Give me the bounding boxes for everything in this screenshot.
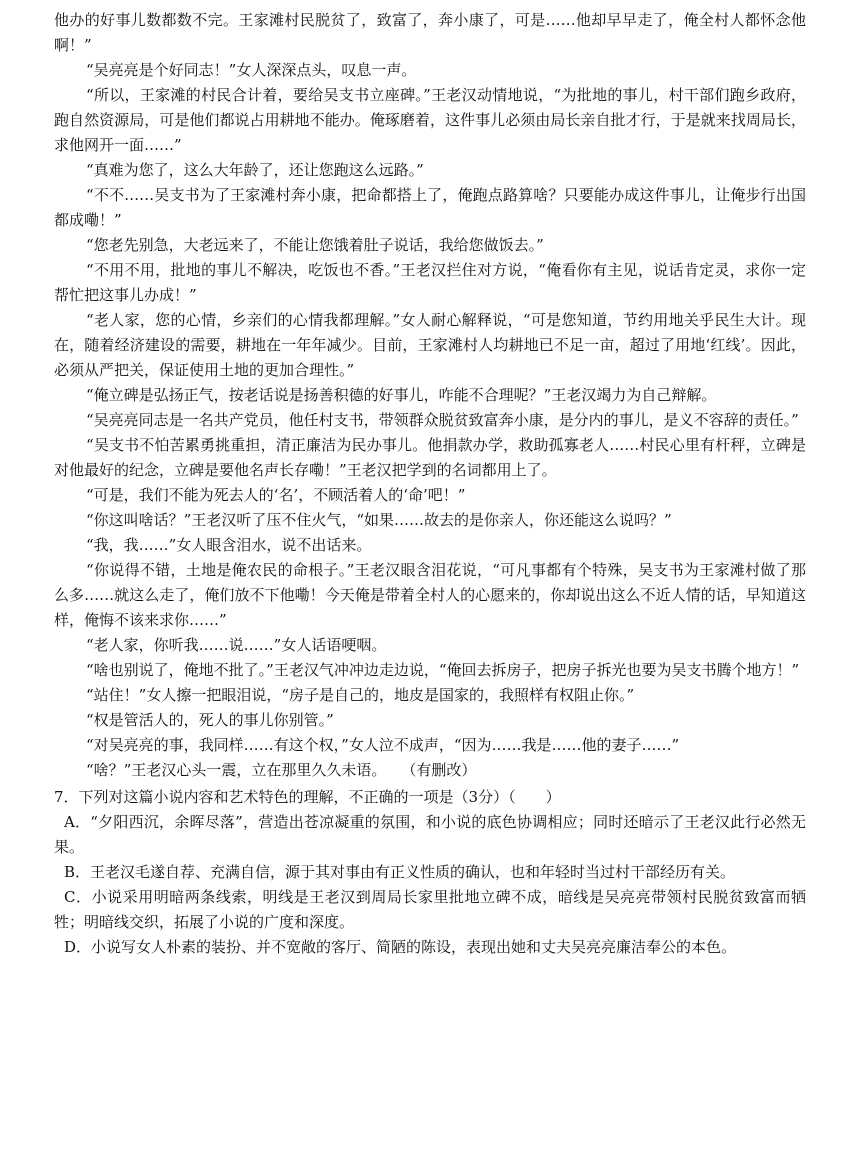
paragraph: “我，我……”女人眼含泪水，说不出话来。 [86,536,372,554]
paragraph: “所以，王家滩的村民合计着，要给吴支书立座碑。”王老汉动情地说，“为批地的事儿，村干部们跑乡政府，跑自然资源局，可是他们都说占用耕地不能办。俺琢磨着，这件事儿必须由局长亲自批才行，于是就来找周局长，求他网开一面……” [54,86,806,154]
paragraph: “老人家，您的心情，乡亲们的心情我都理解。”女人耐心解释说，“可是您知道，节约用地关乎民生大计。现在，随着经济建设的需要，耕地在一年年减少。目前，王家滩村人均耕地已不足一亩，超过了用地‘红线’。因此，必须从严把关，保证使用土地的更加合理性。” [54,311,806,379]
paragraph: “吴亮亮是个好同志！”女人深深点头，叹息一声。 [86,61,417,79]
paragraph: “吴亮亮同志是一名共产党员，他任村支书，带领群众脱贫致富奔小康，是分内的事儿，是义不容辞的责任。” [86,411,799,429]
question-stem: 7．下列对这篇小说内容和艺术特色的理解，不正确的一项是（3分）（ ） [54,788,561,806]
paragraph: “不用不用，批地的事儿不解决，吃饭也不香。”王老汉拦住对方说，“俺看你有主见，说话肯定灵，求你一定帮忙把这事儿办成！” [54,261,806,304]
option-b[interactable]: B．王老汉毛遂自荐、充满自信，源于其对事由有正义性质的确认，也和年轻时当过村干部经历有关。 [64,863,736,881]
paragraph: “可是，我们不能为死去人的‘名’，不顾活着人的‘命’吧！” [86,486,466,504]
paragraph: “权是管活人的，死人的事儿你别管。” [86,711,334,729]
paragraph: 他办的好事儿数都数不完。王家滩村民脱贫了，致富了，奔小康了，可是……他却早早走了，俺全村人都怀念他啊！” [54,11,806,54]
paragraph: “你说得不错，土地是俺农民的命根子。”王老汉眼含泪花说，“可凡事都有个特殊，吴支书为王家滩村做了那么多……就这么走了，俺们放不下他嘞！今天俺是带着全村人的心愿来的，你却说出这么不近人情的话，早知道这样，俺悔不该来求你……” [54,561,806,629]
paragraph: “您老先别急，大老远来了，不能让您饿着肚子说话，我给您做饭去。” [86,236,544,254]
paragraph: “老人家，你听我……说……”女人话语哽咽。 [86,636,387,654]
paragraph: “站住！”女人擦一把眼泪说，“房子是自己的，地皮是国家的，我照样有权阻止你。” [86,686,635,704]
paragraph: “你这叫啥话？”王老汉听了压不住火气，“如果……故去的是你亲人，你还能这么说吗？” [86,511,672,529]
paragraph: “真难为您了，这么大年龄了，还让您跑这么远路。” [86,161,424,179]
paragraph: “啥？”王老汉心头一震，立在那里久久未语。 （有删改） [86,761,477,779]
paragraph: “对吴亮亮的事，我同样……有这个权，”女人泣不成声，“因为……我是……他的妻子……” [86,736,680,754]
option-d[interactable]: D．小说写女人朴素的装扮、并不宽敞的客厅、简陋的陈设，表现出她和丈夫吴亮亮廉洁奉公的本色。 [64,938,737,956]
option-c[interactable]: C．小说采用明暗两条线索，明线是王老汉到周局长家里批地立碑不成，暗线是吴亮亮带领村民脱贫致富而牺牲；明暗线交织，拓展了小说的广度和深度。 [54,888,806,931]
paragraph: “啥也别说了，俺地不批了。”王老汉气冲冲边走边说，“俺回去拆房子，把房子拆光也要为吴支书腾个地方！” [86,661,800,679]
option-a[interactable]: A．“夕阳西沉，余晖尽落”，营造出苍凉凝重的氛围，和小说的底色协调相应；同时还暗示了王老汉此行必然无果。 [54,813,806,856]
paragraph: “俺立碑是弘扬正气，按老话说是扬善积德的好事儿，咋能不合理呢？”王老汉竭力为自己辩解。 [86,386,717,404]
paragraph: “吴支书不怕苦累勇挑重担，清正廉洁为民办事儿。他捐款办学，救助孤寡老人……村民心里有杆秤，立碑是对他最好的纪念，立碑是要他名声长存嘞！”王老汉把学到的名词都用上了。 [54,436,806,479]
paragraph: “不不……吴支书为了王家滩村奔小康，把命都搭上了，俺跑点路算啥？只要能办成这件事儿，让俺步行出国都成嘞！” [54,186,806,229]
